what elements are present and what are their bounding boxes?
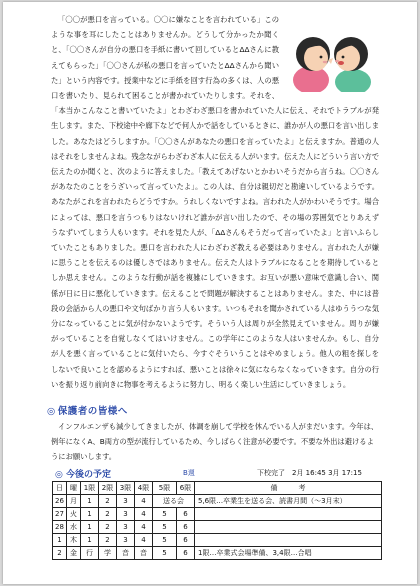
cell-period: 5 — [153, 521, 177, 534]
table-row — [53, 521, 382, 534]
cell-period: 3 — [117, 495, 135, 508]
table-header-row — [53, 482, 382, 495]
header-cell: 5限 — [153, 482, 177, 495]
cell-period: 6 — [177, 547, 195, 560]
cell-period: 行 — [81, 547, 99, 560]
cell-period: 音 — [117, 547, 135, 560]
cell-period: 6 — [177, 534, 195, 547]
cell-day: 27 — [53, 508, 67, 521]
header-cell: 曜 — [67, 482, 81, 495]
schedule-table — [52, 481, 382, 560]
notice-title: 保護者の皆様へ — [57, 406, 128, 417]
table-row — [53, 508, 382, 521]
cell-period: 1 — [81, 534, 99, 547]
header-cell: 日 — [53, 482, 67, 495]
cell-period: 2 — [99, 495, 117, 508]
cell-period: 1 — [81, 521, 99, 534]
table-row — [53, 495, 382, 508]
circle-bullet-icon: ◎ — [47, 406, 56, 417]
cell-weekday: 金 — [67, 547, 81, 560]
schedule-header — [55, 467, 385, 481]
header-cell: 備 考 — [195, 482, 382, 495]
cell-period: 2 — [99, 534, 117, 547]
schedule-week: B週 — [183, 469, 195, 477]
table-row — [53, 547, 382, 560]
cell-period: 送る会 — [153, 495, 195, 508]
header-cell: 4限 — [135, 482, 153, 495]
cell-period: 4 — [135, 521, 153, 534]
cell-period: 1 — [81, 508, 99, 521]
cell-period: 5 — [153, 508, 177, 521]
header-cell: 6限 — [177, 482, 195, 495]
cell-period: 6 — [177, 508, 195, 521]
cell-weekday: 火 — [67, 508, 81, 521]
cell-note — [195, 534, 382, 547]
cell-day: 2 — [53, 547, 67, 560]
cell-period: 6 — [177, 521, 195, 534]
cell-period: 2 — [99, 508, 117, 521]
cell-day: 1 — [53, 534, 67, 547]
circle-bullet-icon: ◎ — [55, 470, 63, 480]
cell-period: 2 — [99, 521, 117, 534]
article-body — [51, 12, 379, 392]
cell-period: 4 — [135, 508, 153, 521]
cell-period: 5 — [153, 547, 177, 560]
cell-period: 3 — [117, 521, 135, 534]
cell-period: 3 — [117, 534, 135, 547]
notice-heading — [47, 403, 128, 417]
document-page — [3, 2, 417, 584]
cell-note: 1限…卒業式会場準備、3,4限…合唱 — [195, 547, 382, 560]
gossip-illustration — [283, 24, 379, 92]
cell-period: 音 — [135, 547, 153, 560]
schedule-departure: 下校完了 2月 16:45 3月 17:15 — [257, 469, 362, 477]
table-row — [53, 534, 382, 547]
header-cell: 3限 — [117, 482, 135, 495]
cell-period: 5 — [153, 534, 177, 547]
article-paragraph: 「〇〇が悪口を言っている。〇〇に嫌なことを言われている」このような事を耳にしたことはありませんか。どうして分かったか聞くと、「〇〇さんが自分の悪口を手紙に書いて回しているとΔΔさんに教えてもらった」「〇〇さんが私の悪口を言っていたとΔΔさんから聞いた」という内容です。授業中などに手紙を回す行為の多くは、人の悪口を書いたり、見られて困ることが書かれていたりします。それを、「本当かこんなこと書いていたよ」とわざわざ悪口を書かれていた人に伝え、それでトラブルが発生します。また、下校途中や廊下などで何人かで話をしているときに、誰かが人の悪口を言い出しました。あなたはどうしますか。「〇〇さんがあなたの悪口を言っていたよ」と伝えますか。普通の人はそれをしませんよね。残念ながらわざわざ本人に伝える人がいます。伝えた人にどういう言い方で伝えたのか聞くと、次のように答えました。「教えてあげないとかわいそうだから言うね。〇〇さんがあなたのことをうざいって言っていたよ」。この人は、自分は親切だと勘違いしているようです。あなたがこれを言われたらどうですか。うれしくないですよね。言われた人がかわいそうです。場合によっては、悪口を言うつもりはないけれど誰かが言い出したので、その場の雰囲気でとりあえずうなずいてしまう人もいます。それを見た人が、「ΔΔさんもそうだって言っていたよ」と言いふらしていたこともありました。悪口を言われた人にわざわざ教える必要はありません。言われた人が嫌に思うことを伝えるのは優しさではありません。伝えた人はトラブルになることを期待しているとしか思えません。このような行動が話を複雑にしていきます。お互いが悪い意味で意識し合い、関係が日に日に悪化していきます。伝えることで問題が解決することはありません。また、中には普段の会話から人の悪口や文句ばかり言う人もいます。いつもそれを聞かされている人はゆううつな気分になっていることに気が付かないようです。そういう人は周りが全然見えていません。周りが嫌がっていることを自覚しなくてはいけません。この学年にこのような人はいませんか。もし、自分が人を悪く言っていることに気付いたら、今すぐそういうことはやめましょう。他人の粗を探しをしないで良いことを認めるようにすれば、悪いことは徐々に気にならなくなっていきます。自分の行いを振り返り前向きに物事を考えるように努力し、明るく楽しい生活にしていきましょう。 — [51, 15, 379, 389]
cell-weekday: 木 — [67, 534, 81, 547]
cell-note — [195, 508, 382, 521]
cell-period: 学 — [99, 547, 117, 560]
cell-day: 26 — [53, 495, 67, 508]
notice-body — [51, 419, 379, 464]
cell-period: 4 — [135, 495, 153, 508]
cell-period: 1 — [81, 495, 99, 508]
schedule-title-wrap — [55, 467, 111, 480]
cell-weekday: 水 — [67, 521, 81, 534]
cell-period: 4 — [135, 534, 153, 547]
header-cell: 1限 — [81, 482, 99, 495]
notice-text: インフルエンザも減少してきましたが、体調を崩して学校を休んでいる人がまだいます。今年は、例年になくA、B両方の型が流行しているため、今しばらく注意が必要です。不要な外出は避けるようにお願いします。 — [51, 422, 379, 461]
cell-day: 28 — [53, 521, 67, 534]
cell-weekday: 月 — [67, 495, 81, 508]
cell-note — [195, 521, 382, 534]
schedule-title: 今後の予定 — [66, 470, 112, 480]
header-cell: 2限 — [99, 482, 117, 495]
cell-period: 3 — [117, 508, 135, 521]
cell-note: 5,6限…卒業生を送る会、読書月間（〜3月末） — [195, 495, 382, 508]
